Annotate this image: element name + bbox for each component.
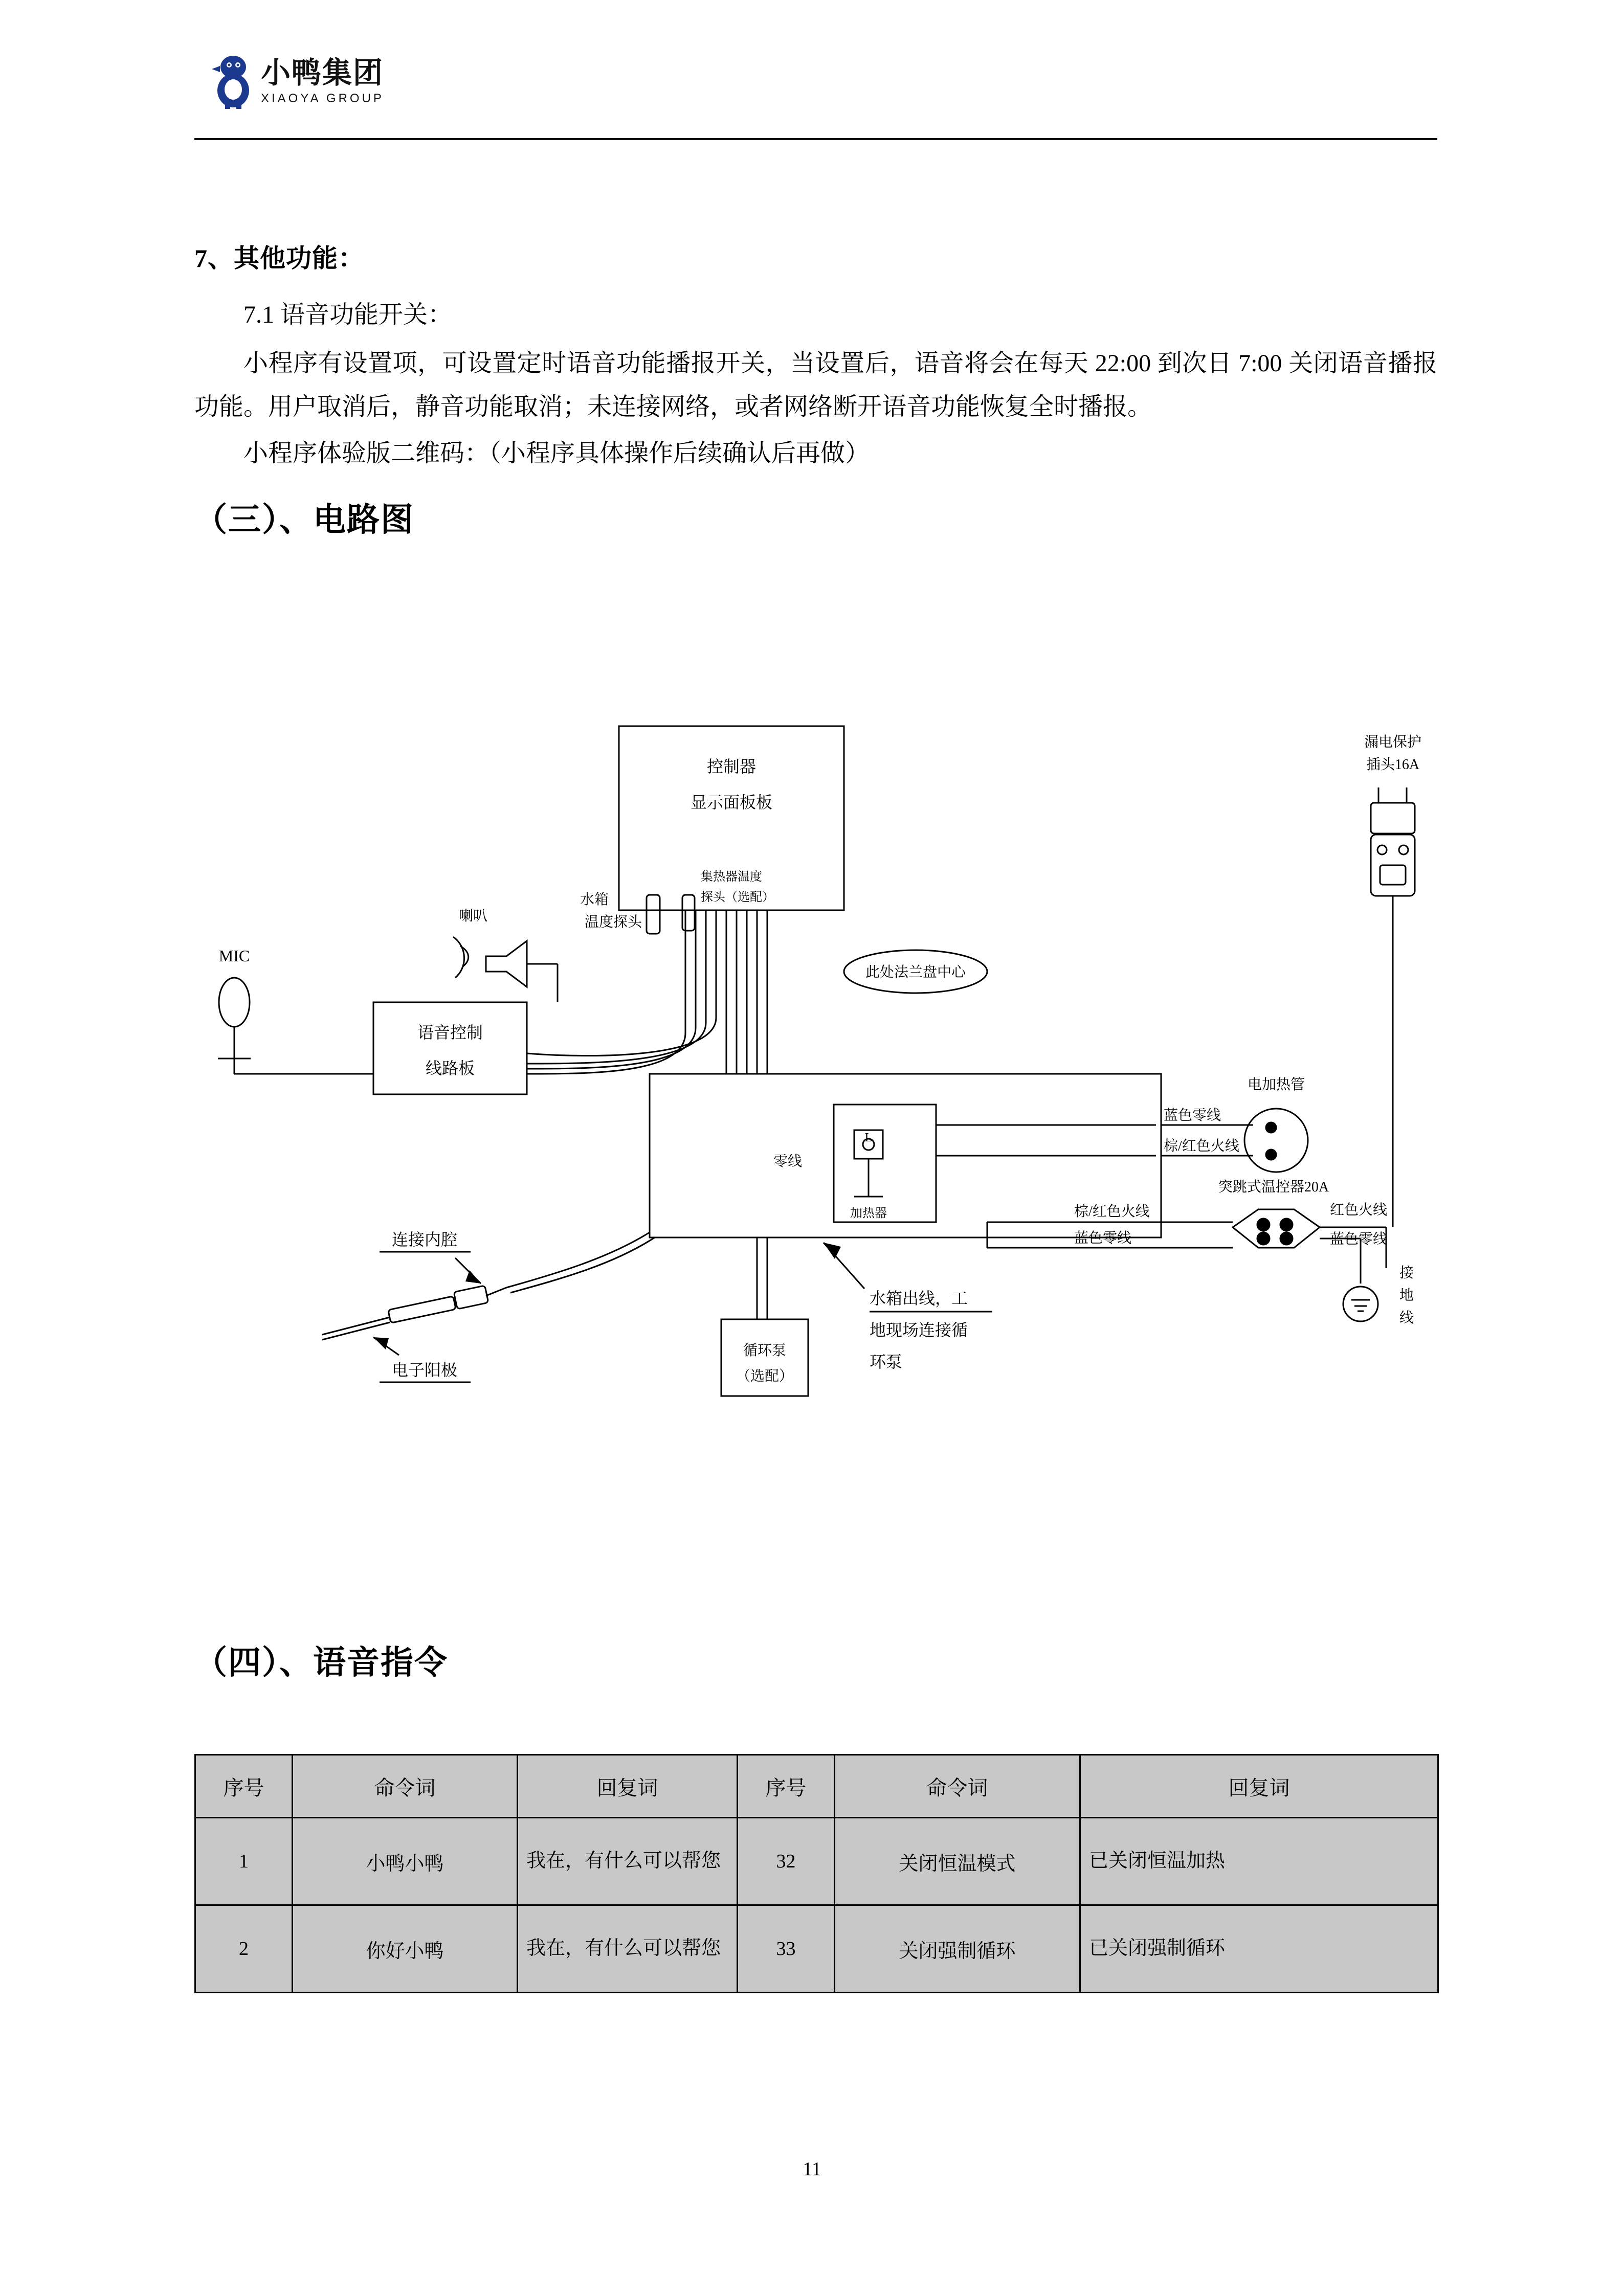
column-header-index-left: 序号 — [195, 1755, 293, 1818]
label-tank-sensor-2: 温度探头 — [584, 914, 642, 930]
label-tank-outlet-2: 地现场连接循 — [870, 1321, 968, 1339]
cell-index-right: 33 — [738, 1905, 835, 1993]
qrcode-note: 小程序体验版二维码：（小程序具体操作后续确认后再做） — [243, 439, 870, 467]
column-header-reply-left: 回复词 — [518, 1755, 738, 1818]
label-red-live: 红色火线 — [1330, 1202, 1388, 1218]
cell-command-left: 你好小鸭 — [293, 1905, 518, 1993]
cell-reply-left: 我在，有什么可以帮您 — [518, 1905, 738, 1993]
heading-circuit-diagram: （三）、电路图 — [194, 501, 414, 538]
subsection-heading-7-1: 7.1 语音功能开关： — [243, 301, 453, 328]
label-blue-neutral-2: 蓝色零线 — [1074, 1230, 1132, 1246]
column-header-index-right: 序号 — [738, 1755, 835, 1818]
brand-name-en: XIAOYA GROUP — [261, 92, 384, 106]
cell-command-right: 关闭恒温模式 — [835, 1818, 1080, 1905]
table-row — [195, 1818, 1438, 1905]
cell-reply-left: 我在，有什么可以帮您 — [518, 1818, 738, 1905]
brand-logo — [210, 54, 384, 110]
header-divider — [194, 138, 1437, 140]
label-ground-1: 接 — [1399, 1265, 1414, 1281]
label-terminal-L: L — [864, 1131, 873, 1144]
label-neutral: 零线 — [773, 1154, 803, 1169]
label-pump: 循环泵 — [743, 1343, 787, 1359]
label-mic: MIC — [218, 947, 250, 965]
cell-index-right: 32 — [738, 1818, 835, 1905]
label-ground-2: 地 — [1399, 1288, 1414, 1303]
label-ground-3: 线 — [1399, 1310, 1414, 1326]
duck-logo-icon — [210, 54, 257, 110]
label-tank-outlet: 水箱出线，工 — [870, 1289, 968, 1308]
label-flange-note: 此处法兰盘中心 — [865, 964, 966, 980]
label-heater: 电加热管 — [1247, 1077, 1305, 1093]
label-heater-small: 加热器 — [850, 1207, 887, 1220]
label-tank-sensor: 水箱 — [580, 892, 609, 908]
document-body — [194, 240, 1437, 546]
label-blue-neutral: 蓝色零线 — [1164, 1108, 1221, 1123]
label-voice-board-2: 线路板 — [425, 1059, 475, 1077]
column-header-reply-right: 回复词 — [1080, 1755, 1438, 1818]
label-blue-neutral-3: 蓝色零线 — [1330, 1231, 1388, 1247]
section-heading-7: 7、其他功能： — [194, 244, 364, 273]
label-thermostat: 突跳式温控器20A — [1218, 1179, 1329, 1195]
label-pump-2: （选配） — [736, 1368, 794, 1384]
label-voice-board: 语音控制 — [417, 1023, 483, 1042]
label-brown-live: 棕/红色火线 — [1164, 1138, 1239, 1154]
cell-command-left: 小鸭小鸭 — [293, 1818, 518, 1905]
brand-name-cn: 小鸭集团 — [261, 56, 384, 89]
table-header-row — [195, 1755, 1438, 1818]
label-collector-sensor: 集热器温度 — [701, 870, 762, 884]
label-speaker: 喇叭 — [458, 908, 488, 924]
page-header — [194, 49, 1437, 146]
label-anode: 电子阳极 — [391, 1361, 458, 1379]
heading-voice-commands: （四）、语音指令 — [194, 1645, 448, 1681]
column-header-command-left: 命令词 — [293, 1755, 518, 1818]
label-tank-outlet-3: 环泵 — [870, 1353, 903, 1371]
cell-index-left: 2 — [195, 1905, 293, 1993]
page-number: 11 — [803, 2158, 821, 2180]
voice-command-table — [194, 1754, 1439, 1993]
circuit-diagram — [169, 716, 1478, 1595]
label-controller-2: 显示面板板 — [690, 793, 773, 812]
label-collector-sensor-2: 探头（选配） — [701, 891, 774, 904]
paragraph-7-1: 小程序有设置项，可设置定时语音功能播报开关，当设置后，语音将会在每天 22:00 到次日 7:00 关闭语音播报功能。用户取消后，静音功能取消；未连接网络，或者网络断开语音功能恢复全时播报。 — [194, 350, 1437, 421]
table-row — [195, 1905, 1438, 1993]
cell-command-right: 关闭强制循环 — [835, 1905, 1080, 1993]
label-inner-connect: 连接内腔 — [391, 1230, 458, 1249]
cell-reply-right: 已关闭恒温加热 — [1080, 1818, 1438, 1905]
column-header-command-right: 命令词 — [835, 1755, 1080, 1818]
label-leakage-plug-2: 插头16A — [1366, 757, 1420, 773]
cell-reply-right: 已关闭强制循环 — [1080, 1905, 1438, 1993]
cell-index-left: 1 — [195, 1818, 293, 1905]
voice-command-table-wrap — [194, 1754, 1437, 1993]
label-controller: 控制器 — [706, 757, 757, 776]
label-brown-live-2: 棕/红色火线 — [1074, 1204, 1150, 1220]
brand-text — [261, 58, 384, 106]
label-leakage-plug: 漏电保护 — [1364, 734, 1422, 750]
